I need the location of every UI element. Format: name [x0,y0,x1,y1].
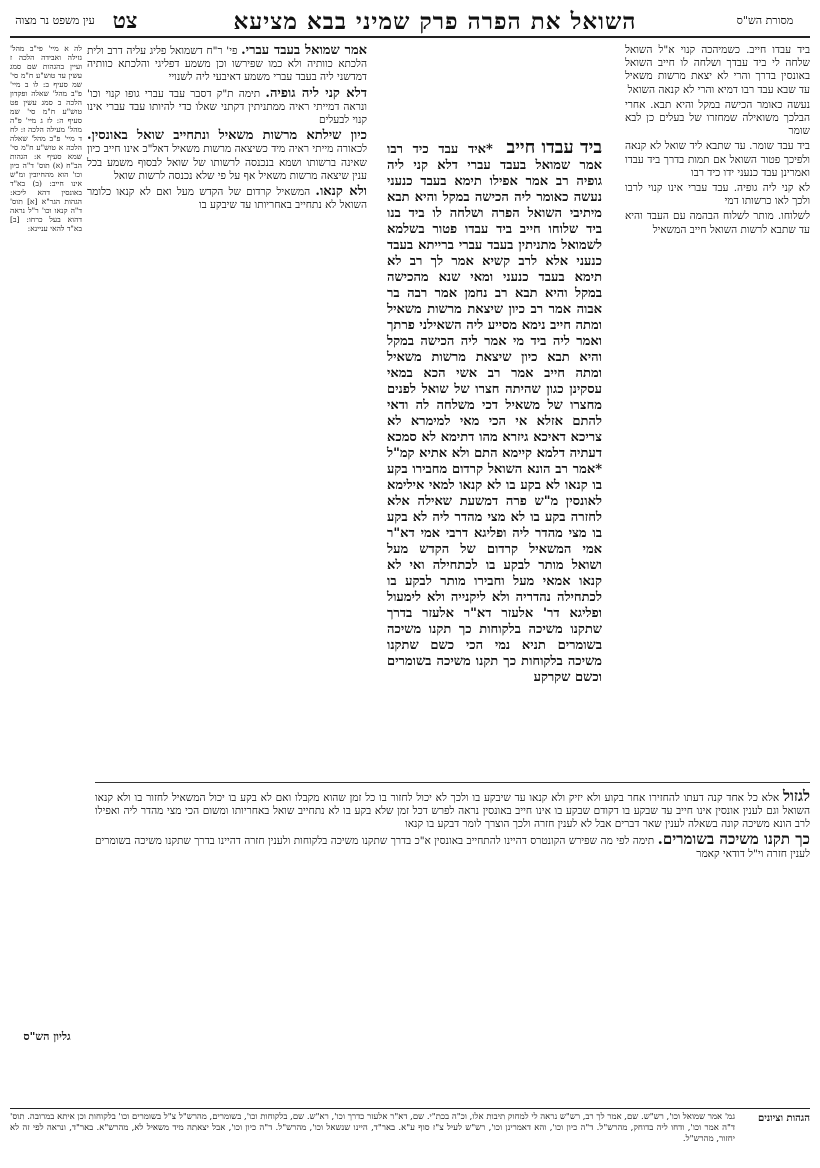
ein-mishpat-label: עין משפט נר מצוה [15,14,95,27]
gilyon-hashas-title: גליון הש"ס [23,1030,71,1043]
gemara-body: *איד עבד כיד רבו אמר שמואל בעבד עברי דלא קני ליה גופיה רב אמר אפילו תימא בעבד כנעני נעשה כאומר ליה הכישה במקל והיא תבא מיתיבי השואל הפרה ושלחה לו ביד בנו ביד שלוחו חייב ביד עבדו פטור בשלמא לשמואל מתניתין בעבד עברי ברייתא בעבד כנעני אלא לרב קשיא אמר לך רב לא תימא בעבד כנעני ומאי שנא מהכישה במקל והיא תבא רב נחמן אמר רבה בר אבוה אמר רב כיון שיצאת מרשות משאיל ומתה חייב נימא מסייע ליה השאילני פרתך ואמר ליה ביד מי אמר ליה הכישה במקל והיא תבא כיון שיצאת מרשות משאיל ומתה חייב אמר רב אשי הכא במאי עסקינן כגון שהיתה חצרו של שואל לפנים מחצרו של משאיל דכי משלחה לה ודאי להתם אזלא אי הכי מאי למימרא לא צריכא דאיכא גיזרא מהו דתימא לא סמכא דעתיה דלמא קיימא התם ולא אתיא קמ"ל *אמר רב הונא השואל קרדום מחבירו בקע בו קנאו לא בקע בו לא קנאו למאי אילימא לאונסין מ"ש פרה דמשעת שאילה אלא לחזרה בקע בו לא מצי מהדר ליה לא בקע בו מצי מהדר ליה ופליגא דרבי אמי דא"ר אמי המשאיל קרדום של הקדש מעל ושואל מותר לבקע בו לכתחילה ואי לא קנאו אמאי מעל וחבירו מותר לבקע בו לכתחילה נהדריה ולא ליקנייה ולא לימעול ופליגא דר' אלעזר דא"ר אלעזר בדרך שתקנו משיכה בלקוחות כך תקנו משיכה בשומרים תניא נמי הכי כשם שתקנו משיכה בלקוחות כך תקנו משיכה בשומרים וכשם שקרקע [387,142,602,685]
gemara-text [387,137,602,685]
rashi-paragraph: לשלוחו. מותר לשלוח הבהמה עם העבד והיא עד שתבא לרשות השואל חייב המשאיל [625,210,810,236]
rashi-paragraph: נעשה כאומר הכישה במקל והיא תבא. אחרי הבלכך משואילה שמחזרו של בעלים כן לבא שומר [625,98,810,138]
bottom-dibur-hamatchil: לגזול [783,787,811,805]
notes-footer [10,1108,810,1161]
tosafot-dibur-hamatchil: דלא קני ליה גופיה. [265,85,367,101]
bottom-paragraph: תימה לפי מה שפירש הקונטרס דהיינו להתחייב באונסין א"כ בדרך שתקנו משיכה בלקוחות ולענין חזרה דהיינו בדרך שתקנו משיכה בשומרים לענין חזרה וי"ל דודאי קאמר [95,835,810,860]
tosafot-text: תימה ת"ק דסבר עבד עברי גופו קנוי וכו' ונראה דמייתי ראיה ממתניתין דקתני שאלו כדי להיותו עבד עברי אינו קנוי לבעלים [87,87,367,127]
rashi-paragraph: ביד עבד שומר. עד שתבא ליד שואל לא קנאה ולפיכך פטור השואל אם תמות בדרך ביד עבדו ואמרינן עבד כנעני ידו כיד רבו [625,140,810,179]
tosafot-text: לכאורה מייתי ראיה מיד כשיצאה מרשות משאיל דאל"כ אינו חייב כיון שאינה ברשותו ושמא בנכנסה לרשותו של שואל לבסוף משמע בכל ענין שיצאה מרשות משאיל אף על פי שלא נכנסה לרשות שואל [87,143,367,182]
notes-title: הגהות וציונים [757,1113,810,1124]
tosafot-dibur-hamatchil: ולא קנאו. [315,184,367,200]
bottom-paragraph: אלא כל אחד קנה דעתו להחזירו אחר בקוע ולא יזיק ולא קנאו עד שיבקע בו ולכך לא יכול לחזור בו כל זמן שהוא מקבלו ואם לא בקע בו יכול המשאיל לחזור בו ולא קנאו השואל וגם לענין אונסין אינו חייב עד שבקע בו דקודם שבקע בו אינו חייב באונסין [95,792,811,817]
bottom-dibur-hamatchil: כך תקנו משיכה בשומרים. [657,830,810,848]
notes-text: גמ' אמר שמואל וכו', רש"ש. שם, אמר לך רב, רש"ש נראה לי למחוק תיבות אלו, וכ"ה בכת"י. שם, דא"ר אלעזר כדרך וכו', רא"ש. שם, בלקוחות וכו', בשומרים, מהרש"ל צ"ל בשומרים וכו' בלקוחות וכן איתא במרובה. תוס' ד"ה אמר וכו', ודחו ליה בדוחק, מהרש"ל. ד"ה כיון וכו', והא דאמרינן וכו', רש"ש לעיל צ"ז סוף ע"א. באר"ד, היינו שנשאל וכו', מהרש"ל. ד"ה כיון וכו', אבל יצאתה מיד משאיל לא, מהרש"א. באר"ד, ונראה לפי זה לא יחזור, מהרש"ל. [10,1112,735,1144]
gemara-opening-words: ביד עבדו חייב [506,137,602,158]
tosafot-dibur-hamatchil: כיון שילתא מרשות משאיל ונתחייב שואל באונסין. [87,128,367,144]
tosafot-text: פי' ר"ח דשמואל פליג עליה דרב ולית הלכתא כוותיה ולא כמו שפירשו וכן משמע דפליגי והלכתא כוותיה דמדשני ליה בעבד עברי משמע דאיבעי ליה לשנויי [87,45,367,84]
page-header [10,6,810,38]
tosafot-dibur-hamatchil: אמר שמואל בעבד עברי. [241,43,368,58]
tosafot-commentary [87,44,367,614]
rashi-paragraph: לא קני ליה גופיה. עבד עברי אינו קנוי לרבו ולכך לאו כרשותו דמי [625,182,810,208]
tosafot-text: המשאיל קרדום של הקדש מעל ואם לא קנאו כלומר השואל לא נתחייב באחריותו עד שיבקע בו [87,186,367,212]
rashi-commentary [625,44,810,614]
ein-mishpat-margin: לה א מיי' פי"ב מהל' גזילה ואבידה הלכה ז ועיין בהגהות שם סמג עשין עד טוש"ע ח"מ סי' שמ סעיף ב: לו ב מיי' פ"ב מהל' שאלה ופקדון הלכה ב סמג עשין פט טוש"ע ח"מ סי' שמ סעיף ה: לז ג מיי' פ"ה מהל' מעילה הלכה ז: לח ד מיי' פ"ב מהל' שאלה הלכה א טוש"ע ח"מ סי' שמא סעיף א: הגהות הב"ח (א) תוס' ד"ה כיון וכו' הוא מהחיובין ומ"ש אינו חייב: (ב) בא"ד באונסין דהא ליכא: הגהות הגר"א [א] תוס' ד"ה קנאו וכו' ר"ל נראה דהוא בעל כרחו: [ב] בא"ד להאי עניינא: [10,44,82,233]
bottom-paragraph: נראה לפרש דכל זמן שלא בקע בו לא נתחייב שואל באחריותו ומשום הכי מצי מהדר ליה ואפילו לרב הונא משיכה קונה בשאלה לענין שאר דברים אבל לא לענין חזרה ולכך הוצרך לומר דבקע בו קנאו [95,805,810,830]
page-title: השואל את הפרה פרק שמיני בבא מציעא [233,7,637,35]
rashi-paragraph: ביד עבדו חייב. כשמיהכה קנוי א"ל השואל שלחה לי ביד עבדך ושלחה לו חייב השואל באונסין בדרך והרי לא יצאת מרשות משאיל עד שבא עבד רבו דמיא והרי לא קנאה השואל [625,44,810,96]
folio-number: צט [112,8,138,34]
section-divider [95,782,810,783]
masoret-hashas-label: מסורת הש"ס [736,14,794,27]
bottom-commentary [95,787,811,1090]
